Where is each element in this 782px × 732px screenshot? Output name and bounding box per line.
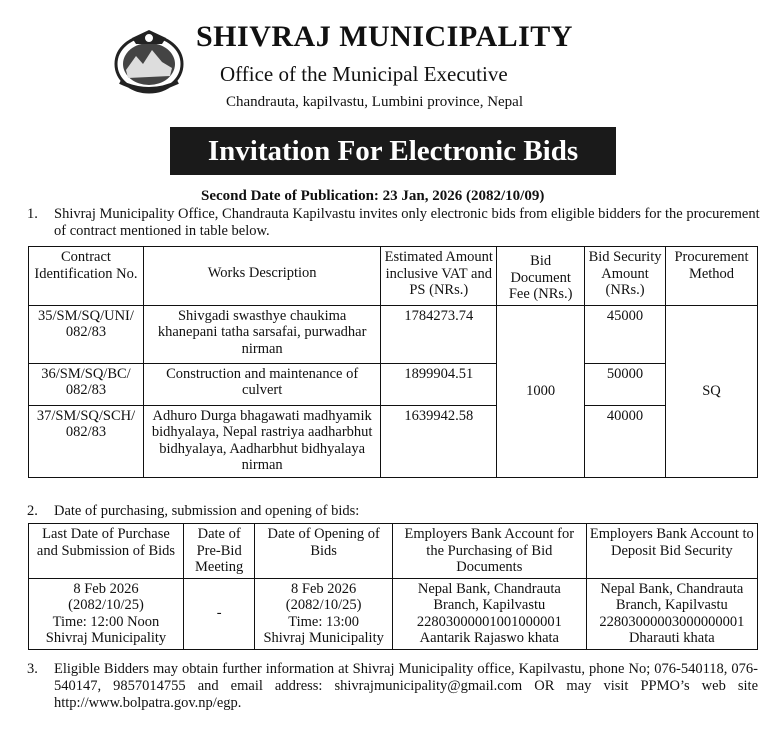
opening-date-cell — [255, 578, 393, 649]
col-purchase-account: Employers Bank Account for the Purchasing of Bid Documents — [392, 524, 586, 579]
section-3-text: Eligible Bidders may obtain further information at Shivraj Municipality office, Kapilvastu, phone No; 076-540118, 076-540147, 9857014755 and email address: shivrajmunicipality@gmail.com OR may visit PPMO’s web site http://www.bolpatra.gov.np/egp. — [54, 661, 758, 711]
col-opening-date: Date of Opening of Bids — [255, 524, 393, 579]
bid-document-fee: 1000 — [497, 305, 585, 477]
purchase-account-name: Aantarik Rajaswo khata — [419, 630, 559, 646]
opening-time: Time: 13:00 — [288, 613, 360, 630]
bid-security: 50000 — [585, 363, 666, 405]
bid-security: 40000 — [585, 405, 666, 477]
last-date-cell — [29, 578, 184, 649]
deposit-account-name: Dharauti khata — [628, 630, 715, 646]
col-estimated-amount: Estimated Amount inclusive VAT and PS (NRs.) — [381, 247, 497, 306]
purchase-bank: Nepal Bank, Chandrauta — [417, 580, 561, 597]
col-works-description: Works Description — [143, 247, 380, 306]
last-date-time: Time: 12:00 Noon — [52, 613, 160, 630]
office-name: Office of the Municipal Executive — [220, 62, 508, 86]
col-prebid-meeting: Date of Pre-Bid Meeting — [183, 524, 254, 579]
estimated-amount: 1784273.74 — [381, 305, 497, 363]
opening-place: Shivraj Municipality — [263, 630, 384, 646]
contracts-table — [28, 246, 758, 478]
purchase-branch: Branch, Kapilvastu — [433, 597, 546, 613]
opening-date-ad: 8 Feb 2026 — [291, 580, 357, 597]
publication-date: Second Date of Publication: 23 Jan, 2026 (2082/10/09) — [201, 188, 545, 204]
contract-id: 36/SM/SQ/BC/ 082/83 — [29, 363, 144, 405]
municipality-title: SHIVRAJ MUNICIPALITY — [196, 20, 573, 53]
nepal-emblem-icon — [112, 26, 186, 96]
works-description: Construction and maintenance of culvert — [143, 363, 380, 405]
dates-table — [28, 523, 758, 650]
section-1-text: Shivraj Municipality Office, Chandrauta Kapilvastu invites only electronic bids from eligible bidders for the procurement of contract mentioned in table below. — [54, 206, 760, 239]
deposit-account-number: 22803000003000000001 — [599, 613, 745, 630]
table-row — [29, 578, 758, 649]
notice-banner: Invitation For Electronic Bids — [170, 127, 616, 175]
table-row — [29, 305, 758, 363]
section-2-text: Date of purchasing, submission and opening of bids: — [54, 503, 360, 519]
opening-date-bs: (2082/10/25) — [285, 597, 362, 613]
deposit-branch: Branch, Kapilvastu — [615, 597, 728, 613]
purchase-account-number: 22803000001001000001 — [416, 613, 562, 630]
office-address: Chandrauta, kapilvastu, Lumbini province, Nepal — [226, 94, 524, 110]
last-date-place: Shivraj Municipality — [45, 630, 167, 646]
contract-id: 37/SM/SQ/SCH/ 082/83 — [29, 405, 144, 477]
last-date-bs: (2082/10/25) — [68, 597, 144, 613]
contract-id: 35/SM/SQ/UNI/ 082/83 — [29, 305, 144, 363]
col-procurement-method: Procurement Method — [666, 247, 758, 306]
works-description: Shivgadi swasthye chaukima khanepani tatha sarsafai, purwadhar nirman — [143, 305, 380, 363]
dates-header-row — [29, 524, 758, 579]
col-deposit-account: Employers Bank Account to Deposit Bid Security — [586, 524, 757, 579]
section-2-number: 2. — [27, 503, 38, 519]
estimated-amount: 1639942.58 — [381, 405, 497, 477]
section-1-number: 1. — [27, 206, 38, 222]
purchase-account-cell — [392, 578, 586, 649]
col-bid-security: Bid Security Amount (NRs.) — [585, 247, 666, 306]
section-3-number: 3. — [27, 661, 38, 677]
works-description: Adhuro Durga bhagawati madhyamik bidhyalaya, Nepal rastriya aadharbhut bidhyalaya, Aadharbhut bidhyalaya nirman — [143, 405, 380, 477]
table-row — [29, 405, 758, 477]
notice-header — [0, 0, 782, 112]
deposit-account-cell — [586, 578, 757, 649]
estimated-amount: 1899904.51 — [381, 363, 497, 405]
deposit-bank: Nepal Bank, Chandrauta — [600, 580, 744, 597]
col-last-date: Last Date of Purchase and Submission of Bids — [29, 524, 184, 579]
contracts-header-row — [29, 247, 758, 306]
procurement-method: SQ — [666, 305, 758, 477]
table-row — [29, 363, 758, 405]
bid-security: 45000 — [585, 305, 666, 363]
col-contract-id: Contract Identification No. — [29, 247, 144, 306]
last-date-ad: 8 Feb 2026 — [73, 580, 139, 597]
col-bid-document-fee: Bid Document Fee (NRs.) — [497, 247, 585, 306]
prebid-meeting-cell: - — [183, 578, 254, 649]
